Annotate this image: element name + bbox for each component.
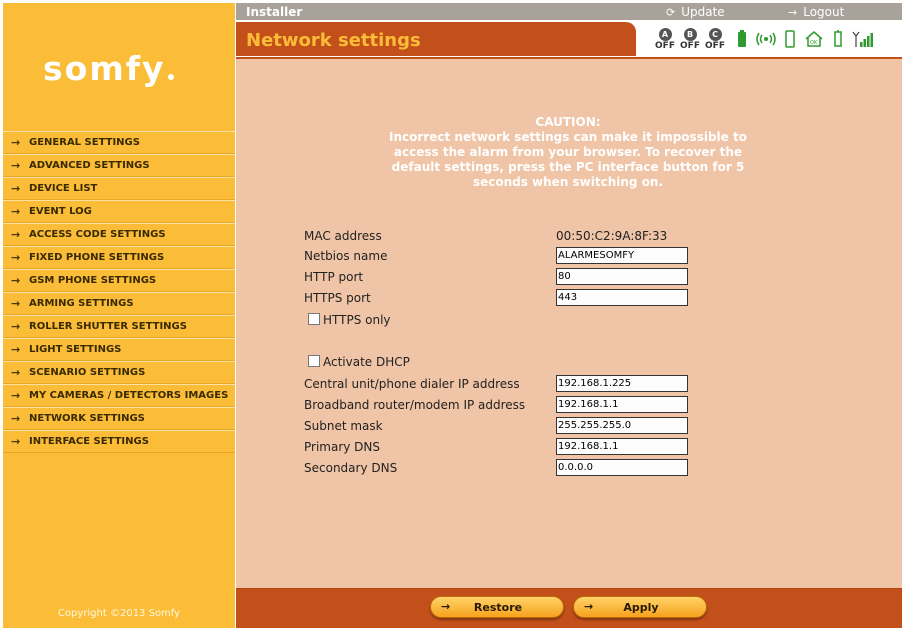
sidebar-item-access-code-settings[interactable] <box>3 223 235 246</box>
sidebar-item-label: FIXED PHONE SETTINGS <box>29 252 165 263</box>
apply-button-label: Apply <box>623 601 659 614</box>
router-ip-row <box>304 396 704 414</box>
page-title: Network settings <box>246 30 421 51</box>
arrow-right-icon: → <box>11 182 21 195</box>
sidebar-item-network-settings[interactable] <box>3 407 235 430</box>
mac-address-label: MAC address <box>304 229 382 243</box>
sidebar-item-label: INTERFACE SETTINGS <box>29 436 149 447</box>
primary-dns-row <box>304 438 704 456</box>
sidebar-item-label: GSM PHONE SETTINGS <box>29 275 157 286</box>
sidebar-item-label: ADVANCED SETTINGS <box>29 160 150 171</box>
secondary-dns-label: Secondary DNS <box>304 461 398 475</box>
netbios-row <box>304 247 704 265</box>
plug-icon <box>827 28 849 50</box>
secondary-dns-input[interactable] <box>556 459 688 476</box>
arrow-right-icon: → <box>11 205 21 218</box>
status-icons <box>654 24 873 54</box>
sidebar-item-interface-settings[interactable] <box>3 430 235 453</box>
subnet-mask-input[interactable] <box>556 417 688 434</box>
sidebar-item-label: DEVICE LIST <box>29 183 98 194</box>
http-port-row <box>304 268 704 286</box>
arrow-right-icon: → <box>11 274 21 287</box>
network-settings-panel <box>236 59 902 588</box>
arrow-right-icon: → <box>11 366 21 379</box>
zone-c-status: C OFF <box>705 29 725 51</box>
caution-text: Incorrect network settings can make it impossible to access the alarm from your browser. To recover the default settings, press the PC interface button for 5 seconds when switching on. <box>389 130 747 189</box>
sidebar-item-scenario-settings[interactable] <box>3 361 235 384</box>
arrow-right-icon: → <box>584 600 594 613</box>
update-link[interactable]: ⟳ Update <box>666 5 725 19</box>
central-ip-input[interactable] <box>556 375 688 392</box>
primary-dns-label: Primary DNS <box>304 440 381 454</box>
restore-button[interactable] <box>430 596 564 618</box>
activate-dhcp-label: Activate DHCP <box>323 355 410 369</box>
http-port-input[interactable] <box>556 268 688 285</box>
sidebar-item-label: ROLLER SHUTTER SETTINGS <box>29 321 187 332</box>
app-frame <box>3 3 902 628</box>
subnet-mask-row <box>304 417 704 435</box>
title-tab <box>236 22 636 56</box>
arrow-right-icon: → <box>11 320 21 333</box>
arrow-right-icon: → <box>11 159 21 172</box>
sidebar-item-label: LIGHT SETTINGS <box>29 344 122 355</box>
user-role-label: Installer <box>246 5 303 19</box>
footer-bar <box>236 588 902 628</box>
apply-button[interactable] <box>573 596 707 618</box>
zone-a-status: A OFF <box>655 29 675 51</box>
http-port-label: HTTP port <box>304 270 364 284</box>
arrow-right-icon: → <box>11 251 21 264</box>
sidebar-item-event-log[interactable] <box>3 200 235 223</box>
top-bar <box>236 3 902 20</box>
arrow-right-icon: → <box>11 435 21 448</box>
zone-b-status: B OFF <box>680 29 700 51</box>
netbios-label: Netbios name <box>304 249 388 263</box>
refresh-icon: ⟳ <box>666 6 676 19</box>
sidebar-item-cameras-detectors-images[interactable] <box>3 384 235 407</box>
central-ip-label: Central unit/phone dialer IP address <box>304 377 520 391</box>
https-only-label: HTTPS only <box>323 313 391 327</box>
arrow-right-icon: → <box>11 228 21 241</box>
mac-address-row <box>304 227 704 245</box>
sidebar-item-label: NETWORK SETTINGS <box>29 413 145 424</box>
https-port-input[interactable] <box>556 289 688 306</box>
router-ip-input[interactable] <box>556 396 688 413</box>
subnet-mask-label: Subnet mask <box>304 419 383 433</box>
sidebar-item-label: MY CAMERAS / DETECTORS IMAGES <box>29 390 229 401</box>
sidebar-item-light-settings[interactable] <box>3 338 235 361</box>
arrow-right-icon: → <box>11 389 21 402</box>
sidebar-item-advanced-settings[interactable] <box>3 154 235 177</box>
restore-button-label: Restore <box>473 601 523 614</box>
radio-signal-icon <box>755 28 777 50</box>
arrow-right-icon: → <box>11 412 21 425</box>
caution-heading: CAUTION: <box>535 115 601 129</box>
arrow-right-icon: → <box>788 6 798 19</box>
sidebar-item-label: SCENARIO SETTINGS <box>29 367 146 378</box>
primary-dns-input[interactable] <box>556 438 688 455</box>
arrow-right-icon: → <box>11 343 21 356</box>
checkbox-box[interactable] <box>308 355 320 367</box>
secondary-dns-row <box>304 459 704 477</box>
arrow-right-icon: → <box>441 600 451 613</box>
sidebar-item-label: ACCESS CODE SETTINGS <box>29 229 166 240</box>
https-port-label: HTTPS port <box>304 291 371 305</box>
sidebar-item-general-settings[interactable] <box>3 131 235 154</box>
device-icon <box>779 28 801 50</box>
sidebar <box>3 3 235 628</box>
central-ip-row <box>304 375 704 393</box>
copyright-text: Copyright ©2013 Somfy <box>57 608 181 619</box>
netbios-name-input[interactable] <box>556 247 688 264</box>
sidebar-item-label: GENERAL SETTINGS <box>29 137 140 148</box>
sidebar-item-device-list[interactable] <box>3 177 235 200</box>
sidebar-item-roller-shutter-settings[interactable] <box>3 315 235 338</box>
https-port-row <box>304 289 704 307</box>
home-ok-icon <box>803 28 825 50</box>
gsm-signal-icon <box>851 28 873 50</box>
sidebar-item-arming-settings[interactable] <box>3 292 235 315</box>
mac-address-value: 00:50:C2:9A:8F:33 <box>556 229 668 243</box>
battery-icon <box>731 28 753 50</box>
https-only-checkbox[interactable] <box>308 313 391 327</box>
svg-text:OK: OK <box>810 40 818 46</box>
caution-message <box>386 115 750 190</box>
somfy-logo: somfy <box>43 49 178 89</box>
activate-dhcp-checkbox[interactable] <box>308 355 410 369</box>
arrow-right-icon: → <box>11 136 21 149</box>
sidebar-item-label: EVENT LOG <box>29 206 92 217</box>
sidebar-item-fixed-phone-settings[interactable] <box>3 246 235 269</box>
logout-link[interactable]: → Logout <box>788 5 845 19</box>
sidebar-item-label: ARMING SETTINGS <box>29 298 134 309</box>
router-ip-label: Broadband router/modem IP address <box>304 398 526 412</box>
title-bar <box>236 20 902 57</box>
sidebar-item-gsm-phone-settings[interactable] <box>3 269 235 292</box>
checkbox-box[interactable] <box>308 313 320 325</box>
sidebar-nav <box>3 131 235 453</box>
arrow-right-icon: → <box>11 297 21 310</box>
